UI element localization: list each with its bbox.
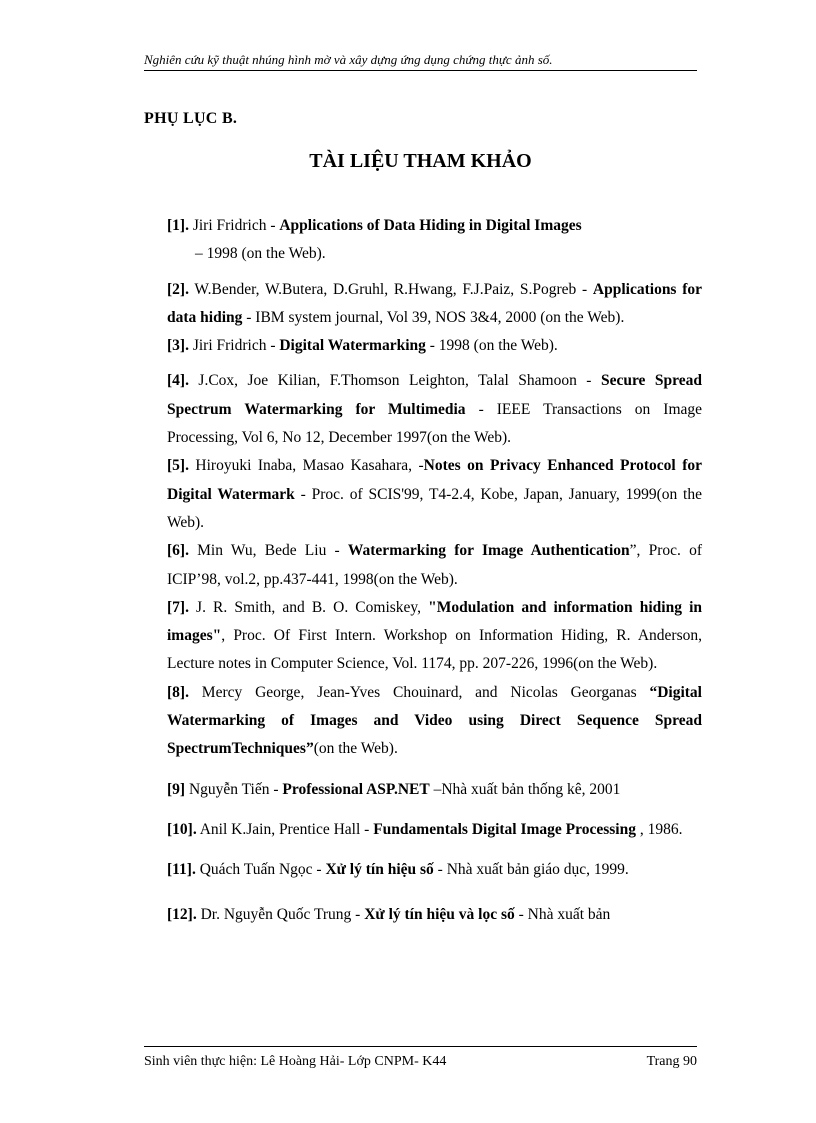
reference-title: Xử lý tín hiệu số [325, 861, 434, 879]
reference-number: [1]. [167, 217, 189, 234]
reference-source: - Proc. of SCIS'99, T4-2.4, Kobe, Japan, January, 1999(on the Web). [167, 485, 702, 531]
reference-source: - IBM system journal, Vol 39, NOS 3&4, 2000 (on the Web). [242, 308, 625, 326]
reference-item [167, 212, 702, 269]
reference-title: "Modulation and information hiding in images" [167, 598, 702, 645]
reference-item [167, 594, 702, 679]
reference-author: Jiri Fridrich - [188, 217, 280, 234]
reference-author: Nguyễn Tiến - [185, 780, 283, 798]
reference-title: Applications of Data Hiding in Digital Images [279, 217, 582, 234]
reference-source: , Proc. Of First Intern. Workshop on Information Hiding, R. Anderson, Lecture notes in Computer Science, Vol. 1174, pp. 207-226, 1996(on the Web). [167, 627, 702, 673]
reference-number: [3]. [167, 337, 189, 355]
reference-number: [10]. [167, 820, 197, 838]
reference-author: Mercy George, Jean-Yves Chouinard, and Nicolas Georganas [188, 683, 650, 701]
reference-title: Xử lý tín hiệu và lọc số [364, 905, 515, 923]
footer-author: Sinh viên thực hiện: Lê Hoàng Hải- Lớp CNPM- K44 [144, 1054, 447, 1069]
reference-item [167, 367, 702, 452]
reference-number: [2]. [167, 280, 189, 298]
reference-item [167, 776, 702, 804]
reference-title: Digital Watermarking [279, 337, 426, 355]
reference-source: , 1986. [635, 820, 683, 838]
reference-number: [9] [167, 780, 186, 798]
reference-item [167, 816, 702, 844]
reference-title: Fundamentals Digital Image Processing [373, 820, 636, 838]
reference-number: [4]. [167, 372, 189, 390]
reference-author: Quách Tuấn Ngọc - [195, 861, 326, 879]
reference-title: Applications for data hiding [167, 280, 702, 326]
reference-source: ”, Proc. of ICIP’98, vol.2, pp.437-441, 1998(on the Web). [167, 542, 702, 588]
reference-item [167, 901, 702, 929]
reference-author: J. R. Smith, and B. O. Comiskey, [188, 598, 429, 616]
reference-source: - 1998 (on the Web). [425, 337, 558, 355]
reference-item [167, 537, 702, 594]
reference-source: –Nhà xuất bản thống kê, 2001 [429, 780, 621, 798]
reference-title: Notes on Privacy Enhanced Protocol for Digital Watermark [167, 457, 702, 503]
reference-author: W.Bender, W.Butera, D.Gruhl, R.Hwang, F.J.Paiz, S.Pogreb - [188, 280, 593, 298]
reference-item [167, 332, 702, 360]
reference-item [167, 856, 702, 884]
reference-item [167, 452, 702, 537]
reference-number: [7]. [167, 598, 189, 616]
reference-number: [11]. [167, 861, 196, 879]
reference-title: Watermarking for Image Authentication [347, 542, 630, 560]
section-title: TÀI LIỆU THAM KHẢO [309, 150, 532, 172]
page-footer [144, 1046, 697, 1071]
reference-source: (on the Web). [313, 740, 398, 758]
reference-author: Min Wu, Bede Liu - [188, 542, 348, 560]
reference-author: J.Cox, Joe Kilian, F.Thomson Leighton, Talal Shamoon - [188, 372, 601, 390]
reference-author: Dr. Nguyễn Quốc Trung - [196, 905, 365, 923]
reference-title: “Digital Watermarking of Images and Video using Direct Sequence Spread SpectrumTechniques” [167, 683, 702, 758]
reference-number: [8]. [167, 683, 189, 701]
reference-number: [12]. [167, 905, 197, 923]
reference-author: Jiri Fridrich - [188, 337, 280, 355]
running-header: Nghiên cứu kỹ thuật nhúng hình mờ và xây dựng ứng dụng chứng thực ảnh số. [144, 52, 697, 71]
reference-author: Hiroyuki Inaba, Masao Kasahara, - [188, 457, 424, 475]
reference-source: - Nhà xuất bản giáo dục, 1999. [433, 861, 629, 879]
reference-number: [5]. [167, 457, 189, 475]
reference-title: Secure Spread Spectrum Watermarking for Multimedia [167, 372, 702, 418]
reference-item [167, 276, 702, 333]
reference-title: Professional ASP.NET [282, 780, 430, 798]
appendix-label: PHỤ LỤC B. [144, 110, 238, 127]
reference-item [167, 679, 702, 764]
reference-source: – 1998 (on the Web). [195, 245, 326, 263]
reference-source: - Nhà xuất bản [514, 905, 611, 923]
reference-number: [6]. [167, 542, 189, 560]
reference-list [167, 212, 702, 929]
reference-source: - IEEE Transactions on Image Processing, Vol 6, No 12, December 1997(on the Web). [167, 400, 703, 447]
page-number: Trang 90 [646, 1054, 697, 1069]
reference-author: Anil K.Jain, Prentice Hall - [196, 820, 374, 838]
